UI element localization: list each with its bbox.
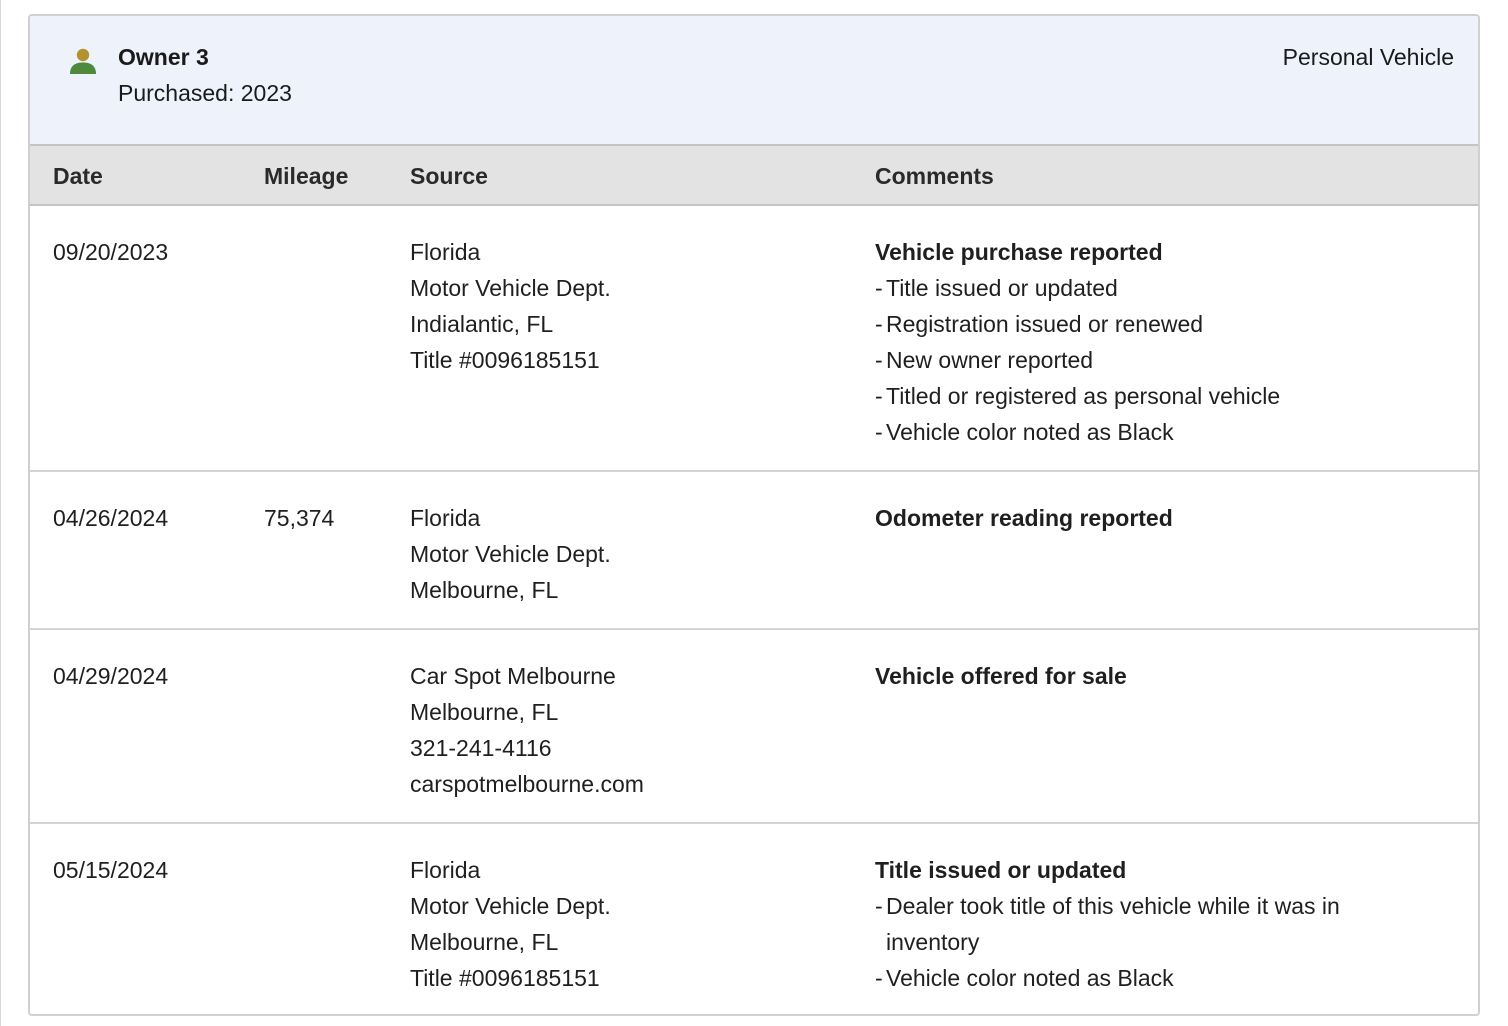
source-line: Title #0096185151 (410, 347, 600, 373)
row-comments (875, 500, 1435, 536)
table-row (30, 824, 1478, 1016)
source-website-link[interactable]: carspotmelbourne.com (410, 771, 644, 797)
column-header-source: Source (410, 163, 488, 189)
comment-title: Odometer reading reported (875, 505, 1173, 531)
owner-name: Owner 3 (118, 44, 209, 70)
source-line: Melbourne, FL (410, 929, 559, 955)
source-line: Motor Vehicle Dept. (410, 893, 611, 919)
owner-vehicle-type: Personal Vehicle (1282, 44, 1454, 70)
row-source (410, 658, 644, 802)
source-line: Melbourne, FL (410, 577, 559, 603)
comment-title: Title issued or updated (875, 857, 1127, 883)
history-table-header (30, 144, 1478, 206)
source-line: 321-241-4116 (410, 735, 552, 761)
row-comments (875, 852, 1375, 996)
row-date: 05/15/2024 (53, 857, 169, 883)
row-source (410, 234, 611, 378)
column-header-comments: Comments (875, 163, 994, 189)
row-source (410, 852, 611, 996)
comment-title: Vehicle purchase reported (875, 239, 1163, 265)
column-header-date: Date (53, 163, 103, 189)
row-source (410, 500, 611, 608)
owner-header (30, 16, 1478, 145)
comment-item: - Dealer took title of this vehicle while it was in inventory (875, 893, 1340, 955)
source-line: Florida (410, 505, 481, 531)
comment-item: - Vehicle color noted as Black (875, 419, 1174, 445)
source-line: Car Spot Melbourne (410, 663, 616, 689)
row-mileage: 75,374 (264, 505, 335, 531)
row-comments (875, 234, 1435, 450)
row-comments (875, 658, 1435, 694)
source-line: Melbourne, FL (410, 699, 559, 725)
row-date: 09/20/2023 (53, 239, 169, 265)
page-edge (0, 0, 1, 1026)
table-row (30, 206, 1478, 472)
owner-purchased-year: Purchased: 2023 (118, 80, 292, 106)
table-row (30, 630, 1478, 824)
owner-history-card (28, 14, 1480, 1016)
row-date: 04/26/2024 (53, 505, 169, 531)
person-icon (68, 46, 98, 76)
source-line: Florida (410, 857, 481, 883)
column-header-mileage: Mileage (264, 163, 349, 189)
comment-item: - New owner reported (875, 347, 1094, 373)
comment-title: Vehicle offered for sale (875, 663, 1127, 689)
comment-item: - Titled or registered as personal vehicle (875, 383, 1281, 409)
table-row (30, 472, 1478, 630)
source-line: Motor Vehicle Dept. (410, 275, 611, 301)
source-line: Title #0096185151 (410, 965, 600, 991)
source-line: Indialantic, FL (410, 311, 554, 337)
comment-item: - Vehicle color noted as Black (875, 965, 1174, 991)
comment-item: - Title issued or updated (875, 275, 1118, 301)
source-line: Motor Vehicle Dept. (410, 541, 611, 567)
source-line: Florida (410, 239, 481, 265)
row-date: 04/29/2024 (53, 663, 169, 689)
comment-item: - Registration issued or renewed (875, 311, 1204, 337)
